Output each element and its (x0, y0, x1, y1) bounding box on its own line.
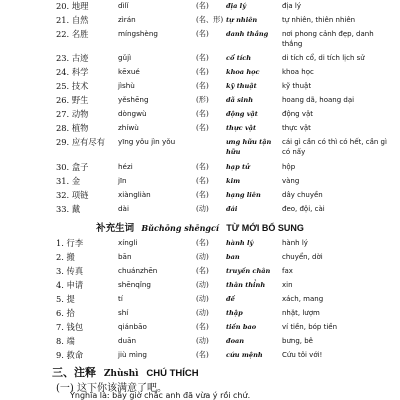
supplement-pos: (动) (196, 252, 209, 261)
vocab-meaning: đeo, đội, cài (282, 205, 325, 213)
vocab-word: 30. 盒子 (56, 162, 89, 172)
supplement-pos: (名) (196, 266, 209, 275)
supplement-word: 6. 拾 (56, 308, 75, 318)
vocab-pos: (名) (196, 67, 209, 76)
vocab-hanviet: động vật (226, 110, 258, 118)
supplement-word: 7. 钱包 (56, 322, 84, 332)
vocab-word: 29. 应有尽有 (56, 137, 106, 147)
vocab-meaning: nơi phong cảnh đẹp, danh thắng (282, 30, 374, 48)
supplement-pos: (动) (196, 308, 209, 317)
notes-heading-zh: 三、注释 (52, 366, 96, 379)
vocab-meaning: hoang dã, hoang dại (282, 96, 355, 104)
vocab-hanviet: tự nhiên (226, 16, 258, 24)
vocab-meaning: kỹ thuật (282, 82, 312, 90)
supplement-pinyin: shēnqǐng (118, 280, 151, 289)
supplement-hanviet: hành lý (226, 239, 254, 247)
vocab-hanviet: địa lý (226, 2, 247, 10)
vocab-meaning: vàng (282, 177, 300, 185)
supplement-meaning: Cứu tôi với! (282, 351, 323, 359)
supplement-hanviet: cứu mệnh (226, 351, 263, 359)
vocab-word: 20. 地理 (56, 1, 89, 11)
vocab-pos: (名) (196, 29, 209, 38)
vocab-meaning: dây chuyền (282, 191, 323, 199)
supplement-meaning: xin (282, 281, 293, 289)
vocab-pos: (名) (196, 109, 209, 118)
supplement-pinyin: chuánzhēn (118, 266, 158, 275)
vocab-word: 27. 动物 (56, 109, 89, 119)
vocab-pinyin: hézi (118, 162, 133, 171)
vocab-pinyin: kēxué (118, 67, 140, 76)
supplement-heading-zh: 补充生词 (96, 223, 135, 234)
vocab-pos: (名) (196, 176, 209, 185)
supplement-heading-vn: TỪ MỚI BỔ SUNG (226, 223, 304, 233)
vocab-pos: (名) (196, 190, 209, 199)
supplement-hanviet: truyền chân (226, 267, 271, 275)
vocab-pos: (名) (196, 81, 209, 90)
vocab-pinyin: yīng yǒu jìn yǒu (118, 137, 176, 146)
supplement-hanviet: đoan (226, 337, 245, 345)
vocab-pos: (名) (196, 123, 209, 132)
vocab-word: 23. 古迹 (56, 53, 89, 63)
notes-heading-pinyin: Zhùshì (103, 369, 139, 379)
supplement-meaning: xách, mang (282, 295, 324, 303)
vocab-pinyin: míngshèng (118, 29, 158, 38)
vocab-meaning: hộp (282, 163, 296, 171)
supplement-pinyin: tí (118, 294, 123, 303)
supplement-pos: (名) (196, 238, 209, 247)
supplement-meaning: hành lý (282, 239, 308, 247)
vocab-hanviet: kỹ thuật (226, 82, 257, 90)
vocab-pinyin: jīn (118, 176, 127, 185)
vocab-meaning: cái gì cần có thì có hết, cần gì có nấy (282, 138, 387, 156)
supplement-meaning: fax (282, 267, 293, 275)
supplement-word: 8. 端 (56, 336, 75, 346)
supplement-hanviet: ban (226, 253, 240, 261)
vocab-word: 26. 野生 (56, 95, 89, 105)
vocab-hanviet: hạng liên (226, 191, 261, 199)
supplement-word: 2. 搬 (56, 252, 75, 262)
vocab-meaning: tự nhiên, thiên nhiên (282, 16, 356, 24)
vocab-pinyin: dìlǐ (118, 1, 129, 10)
vocab-hanviet: ưng hữu tận hữu (226, 138, 272, 156)
supplement-pos: (名) (196, 322, 209, 331)
supplement-pinyin: xíngli (118, 238, 138, 247)
vocab-pinyin: dài (118, 204, 129, 213)
vocab-row (0, 137, 400, 157)
vocab-pinyin: gǔjì (118, 53, 132, 62)
supplement-pos: (动) (196, 294, 209, 303)
supplement-hanviet: thân thỉnh (226, 281, 266, 289)
vocab-row (0, 29, 400, 49)
vocab-pinyin: xiàngliàn (118, 190, 151, 199)
vocab-pos: (名) (196, 162, 209, 171)
supplement-word: 1. 行李 (56, 238, 84, 248)
supplement-meaning: chuyển, dời (282, 253, 323, 261)
vocab-word: 22. 名胜 (56, 29, 89, 39)
vocab-hanviet: đái (226, 205, 238, 213)
vocab-word: 32. 项链 (56, 190, 89, 200)
supplement-hanviet: tiền bao (226, 323, 257, 331)
supplement-pinyin: duān (118, 336, 137, 345)
supplement-pos: (动) (196, 280, 209, 289)
vocab-meaning: động vật (282, 110, 314, 118)
vocab-pinyin: jìshù (118, 81, 135, 90)
vocab-pos: (形) (196, 95, 209, 104)
note-1-title: (一) 这下你该满意了吧。 (56, 383, 167, 394)
vocab-word: 21. 自然 (56, 15, 89, 25)
vocab-hanviet: dã sinh (226, 96, 253, 104)
notes-heading-vn: CHÚ THÍCH (146, 368, 199, 379)
vocab-word: 25. 技术 (56, 81, 89, 91)
vocab-word: 31. 金 (56, 176, 81, 186)
supplement-pos: (动) (196, 336, 209, 345)
vocab-pinyin: zìrán (118, 15, 136, 24)
vocab-hanviet: khoa học (226, 68, 260, 76)
vocab-hanviet: danh thắng (226, 30, 269, 38)
notes-section-heading (52, 364, 199, 380)
supplement-word: 4. 申请 (56, 280, 84, 290)
supplement-meaning: bưng, bê (282, 337, 313, 345)
supplement-meaning: nhặt, lượm (282, 309, 320, 317)
vocab-hanviet: hạp tử (226, 163, 250, 171)
note-1-meaning: Ýnghĩa là: bây giờ chắc anh đã vừa ý rồi chứ. (70, 391, 251, 400)
vocab-meaning: di tích cổ, di tích lịch sử (282, 54, 365, 62)
supplement-pinyin: jiù mìng (118, 350, 147, 359)
vocab-pinyin: dòngwù (118, 109, 147, 118)
vocab-hanviet: kim (226, 177, 241, 185)
vocab-pinyin: zhíwù (118, 123, 139, 132)
supplement-word: 9. 救命 (56, 350, 84, 360)
vocab-meaning: khoa học (282, 68, 314, 76)
vocab-pinyin: yěshēng (118, 95, 149, 104)
supplement-hanviet: thập (226, 309, 243, 317)
supplement-word: 3. 传真 (56, 266, 84, 276)
supplement-heading-pinyin: Bǔchōng shēngcí (141, 223, 219, 233)
supplement-pinyin: bān (118, 252, 132, 261)
vocab-hanviet: thực vật (226, 124, 257, 132)
vocab-word: 33. 戴 (56, 204, 81, 214)
supplement-heading (0, 220, 400, 234)
vocab-pos: (名) (196, 1, 209, 10)
supplement-word: 5. 提 (56, 294, 75, 304)
vocab-meaning: thực vật (282, 124, 311, 132)
vocab-hanviet: cổ tích (226, 54, 252, 62)
supplement-pinyin: qiánbāo (118, 322, 147, 331)
supplement-pos: (名) (196, 350, 209, 359)
supplement-hanviet: đề (226, 295, 235, 303)
vocab-word: 28. 植物 (56, 123, 89, 133)
vocab-pos: (名、形) (196, 15, 224, 24)
supplement-meaning: ví tiền, bóp tiền (282, 323, 338, 331)
supplement-pinyin: shí (118, 308, 129, 317)
vocab-word: 24. 科学 (56, 67, 89, 77)
vocab-meaning: địa lý (282, 2, 301, 10)
vocab-pos: (动) (196, 204, 209, 213)
vocab-pos: (名) (196, 53, 209, 62)
